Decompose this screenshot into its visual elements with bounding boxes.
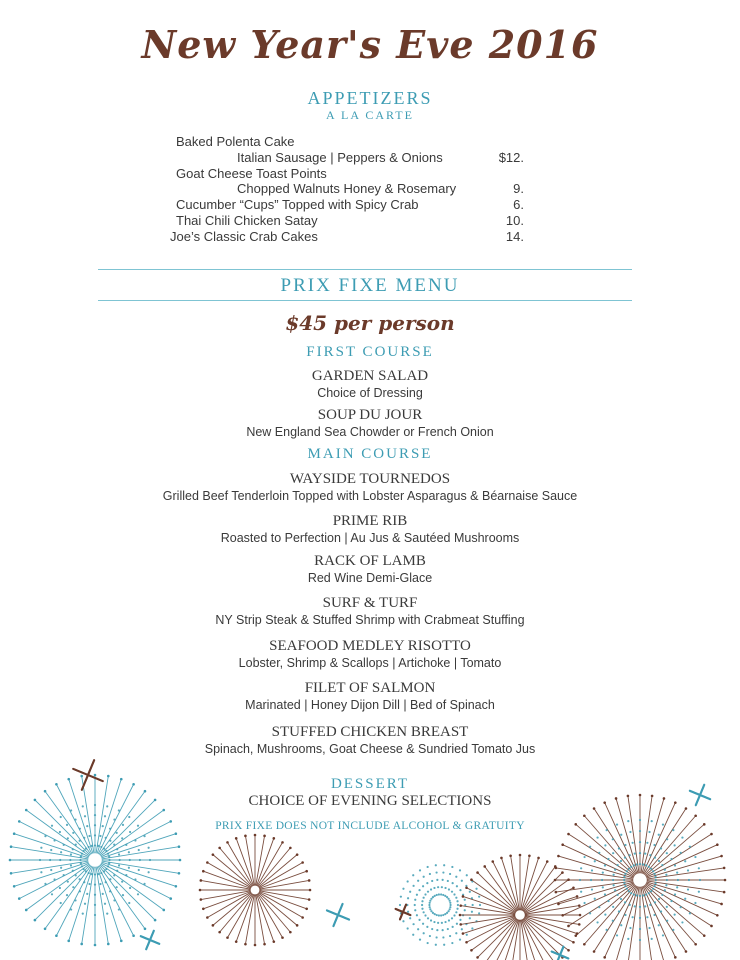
- appetizer-price: 10.: [505, 212, 524, 228]
- sparkle-star-icon: [327, 904, 349, 926]
- prix-fixe-price: $45 per person: [285, 311, 455, 335]
- appetizer-list: [170, 134, 530, 245]
- appetizer-price: 14.: [505, 228, 524, 244]
- list-item: [170, 134, 530, 150]
- dish-description: Roasted to Perfection | Au Jus & Sautéed Mushrooms: [220, 531, 520, 545]
- appetizers-heading: APPETIZERS: [307, 88, 433, 108]
- dessert-heading: DESSERT: [330, 776, 410, 792]
- dish-description: Spinach, Mushrooms, Goat Cheese & Sundried Tomato Jus: [204, 742, 536, 756]
- dish-garden-salad: [0, 367, 740, 402]
- dish-name: WAYSIDE TOURNEDOS: [289, 471, 451, 487]
- dessert-selection: CHOICE OF EVENING SELECTIONS: [248, 793, 492, 809]
- appetizer-name: Chopped Walnuts Honey & Rosemary: [237, 181, 457, 197]
- dish-name: RACK OF LAMB: [314, 553, 426, 569]
- alcohol-gratuity-note: PRIX FIXE DOES NOT INCLUDE ALCOHOL & GRATUITY: [215, 820, 525, 832]
- appetizer-price: 6.: [513, 197, 524, 213]
- dish-filet-of-salmon: [0, 679, 740, 714]
- dish-soup-du-jour: [0, 406, 740, 441]
- firework-burst-icon: [554, 794, 727, 960]
- dish-description: Lobster, Shrimp & Scallops | Artichoke | Tomato: [238, 656, 502, 670]
- appetizer-name: Cucumber “Cups” Topped with Spicy Crab: [176, 197, 419, 213]
- appetizer-name: Joe’s Classic Crab Cakes: [170, 228, 318, 244]
- appetizer-name: Italian Sausage | Peppers & Onions: [237, 149, 443, 165]
- dish-name: SOUP DU JOUR: [317, 407, 423, 423]
- appetizer-name: Goat Cheese Toast Points: [176, 165, 327, 181]
- sparkle-star-icon: [552, 947, 569, 960]
- divider-top: [98, 269, 632, 270]
- sparkle-star-icon: [141, 931, 159, 949]
- dish-seafood-medley-risotto: [0, 637, 740, 672]
- list-item: [170, 150, 530, 166]
- list-item: [170, 166, 530, 182]
- dish-stuffed-chicken-breast: [0, 723, 740, 758]
- firework-burst-icon: [579, 819, 701, 941]
- dish-name: PRIME RIB: [332, 513, 408, 529]
- dish-name: GARDEN SALAD: [311, 368, 429, 384]
- list-item: [170, 197, 530, 213]
- menu-title: New Year's Eve 2016: [141, 22, 599, 67]
- dish-description: NY Strip Steak & Stuffed Shrimp with Crabmeat Stuffing: [215, 613, 525, 627]
- firework-burst-icon: [399, 864, 481, 946]
- dish-description: New England Sea Chowder or French Onion: [246, 425, 494, 439]
- main-course-heading: MAIN COURSE: [307, 446, 433, 462]
- list-item: [170, 229, 530, 245]
- divider-bottom: [98, 300, 632, 301]
- dish-name: FILET OF SALMON: [304, 680, 436, 696]
- appetizer-name: Thai Chili Chicken Satay: [176, 212, 318, 228]
- dish-wayside-tournedos: [0, 470, 740, 505]
- list-item: [170, 213, 530, 229]
- prix-fixe-heading: PRIX FIXE MENU: [280, 275, 460, 296]
- dish-description: Marinated | Honey Dijon Dill | Bed of Spinach: [245, 698, 495, 712]
- dish-prime-rib: [0, 512, 740, 547]
- first-course-heading: FIRST COURSE: [306, 344, 434, 360]
- list-item: [170, 181, 530, 197]
- dish-name: SEAFOOD MEDLEY RISOTTO: [269, 638, 471, 654]
- firework-burst-icon: [199, 834, 312, 947]
- dish-description: Grilled Beef Tenderloin Topped with Lobster Asparagus & Béarnaise Sauce: [162, 489, 578, 503]
- dish-name: STUFFED CHICKEN BREAST: [271, 724, 469, 740]
- appetizer-price: 9.: [513, 181, 524, 197]
- firework-burst-icon: [459, 854, 582, 960]
- dish-surf-and-turf: [0, 594, 740, 629]
- appetizer-price: $12.: [498, 149, 524, 165]
- appetizer-name: Baked Polenta Cake: [176, 134, 295, 149]
- dish-name: SURF & TURF: [322, 595, 418, 611]
- dish-rack-of-lamb: [0, 552, 740, 587]
- dish-description: Red Wine Demi-Glace: [307, 571, 433, 585]
- sparkle-star-icon: [396, 905, 411, 920]
- a-la-carte-subheading: A LA CARTE: [326, 108, 414, 122]
- dish-description: Choice of Dressing: [317, 386, 423, 400]
